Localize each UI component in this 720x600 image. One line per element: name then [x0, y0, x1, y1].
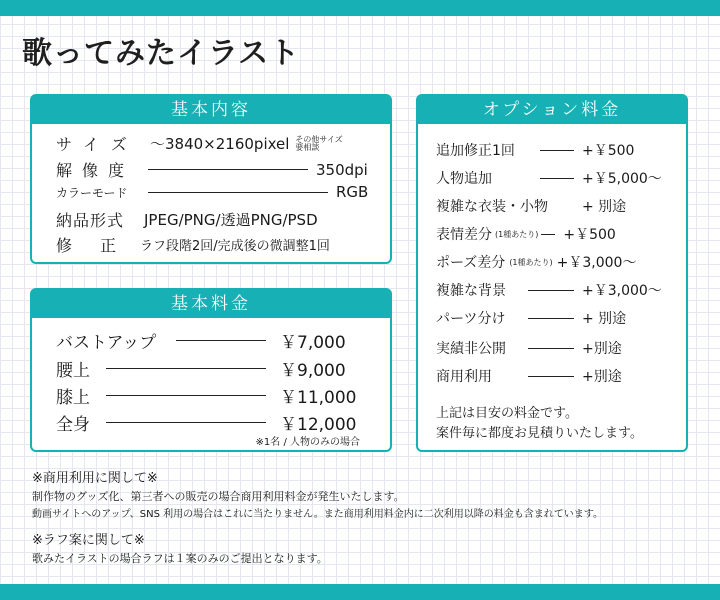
revision-label: 修 正	[56, 236, 123, 255]
spec-revision-row	[56, 233, 330, 256]
fee-label: 全身	[56, 415, 90, 435]
options-header: オプション料金	[418, 96, 686, 124]
fee-row	[56, 383, 356, 408]
option-label: 人物追加	[436, 171, 492, 187]
leader-line	[540, 150, 574, 151]
color-value: RGB	[336, 183, 369, 201]
option-row	[436, 252, 636, 272]
commercial-line-2: 動画サイトへのアップ、SNS 利用の場合はこれに当たりません。また商用利用料金内に二次利用以降の料金も含まれています。	[32, 509, 603, 520]
option-row	[436, 280, 662, 300]
fee-label: バストアップ	[56, 333, 157, 353]
fee-note: ※1名 / 人物のみの場合	[255, 437, 360, 448]
leader-line	[528, 290, 574, 291]
basic-content-header: 基本内容	[32, 96, 390, 124]
option-label: 追加修正1回	[436, 143, 515, 159]
size-note-line-1: その他サイズ	[295, 134, 343, 144]
leader-line	[528, 318, 574, 319]
spec-format-row	[56, 208, 318, 231]
resolution-label: 解像度	[56, 161, 135, 180]
format-value: JPEG/PNG/透過PNG/PSD	[144, 211, 318, 229]
leader-line	[106, 368, 266, 369]
option-price: +別途	[582, 341, 622, 357]
notes-section	[32, 470, 603, 568]
leader-line	[540, 178, 574, 179]
option-sub: (1種あたり)	[509, 257, 553, 267]
page-title: 歌ってみたイラスト	[22, 36, 301, 71]
fee-price: ￥9,000	[280, 361, 346, 381]
basic-content-panel	[30, 94, 392, 264]
options-footer-line-1: 上記は目安の料金です。	[436, 406, 578, 421]
option-price: + 別途	[582, 199, 627, 215]
fee-row	[56, 410, 356, 435]
options-panel	[416, 94, 688, 452]
spec-resolution-row	[56, 158, 368, 181]
option-row	[436, 224, 616, 244]
basic-fee-panel	[30, 288, 392, 452]
resolution-value: 350dpi	[316, 160, 368, 179]
option-label: パーツ分け	[436, 311, 506, 327]
fee-label: 膝上	[56, 388, 90, 408]
size-note-line-2: 要相談	[295, 142, 320, 152]
fee-price: ￥12,000	[280, 415, 357, 435]
option-label: 実績非公開	[436, 341, 506, 357]
options-footer-line-2: 案件毎に都度お見積りいたします。	[436, 426, 643, 441]
commercial-line-1: 制作物のグッズ化、第三者への販売の場合商用利用料金が発生いたします。	[32, 490, 405, 503]
leader-line	[106, 422, 266, 423]
spec-size-row	[56, 132, 343, 155]
leader-line	[106, 395, 266, 396]
option-price: +別途	[582, 369, 622, 385]
option-price: +￥3,000～	[582, 283, 662, 299]
option-row	[436, 140, 634, 160]
fee-price: ￥7,000	[280, 333, 346, 353]
option-label: 複雑な衣装・小物	[436, 199, 548, 215]
size-value: ～3840×2160pixel	[150, 135, 290, 153]
option-price: +￥3,000～	[556, 255, 637, 271]
leader-line	[148, 192, 328, 193]
option-row	[436, 168, 662, 188]
option-label: 商用利用	[436, 369, 492, 385]
fee-row	[56, 356, 346, 381]
fee-price: ￥11,000	[280, 388, 357, 408]
option-row	[436, 366, 622, 386]
spec-color-row	[56, 183, 368, 201]
size-label: サイズ	[56, 135, 139, 154]
format-label: 納品形式	[56, 211, 125, 230]
basic-fee-header: 基本料金	[32, 290, 390, 318]
rough-heading: ※ラフ案に関して※	[32, 533, 145, 548]
fee-label: 腰上	[56, 361, 90, 381]
option-row	[436, 308, 626, 328]
bottom-band	[0, 584, 720, 600]
option-price: +￥5,000～	[582, 171, 662, 187]
option-label: 複雑な背景	[436, 283, 506, 299]
fee-row	[56, 328, 346, 353]
option-price: +￥500	[582, 143, 635, 159]
rough-line-1: 歌みたイラストの場合ラフは１案のみのご提出となります。	[32, 552, 328, 565]
option-row	[436, 196, 626, 216]
leader-line	[528, 348, 574, 349]
option-row	[436, 338, 622, 358]
leader-line	[541, 234, 555, 235]
leader-line	[148, 169, 308, 170]
commercial-heading: ※商用利用に関して※	[32, 471, 158, 486]
color-label: カラーモード	[56, 185, 128, 200]
option-price: +￥500	[563, 227, 616, 243]
size-note	[295, 136, 342, 152]
leader-line	[528, 376, 574, 377]
option-price: + 別途	[582, 311, 627, 327]
option-label: ポーズ差分	[436, 255, 506, 271]
leader-line	[176, 340, 266, 341]
option-label: 表情差分	[436, 227, 492, 243]
option-sub: (1種あたり)	[495, 229, 539, 239]
top-band	[0, 0, 720, 16]
revision-value: ラフ段階2回/完成後の微調整1回	[140, 239, 330, 254]
